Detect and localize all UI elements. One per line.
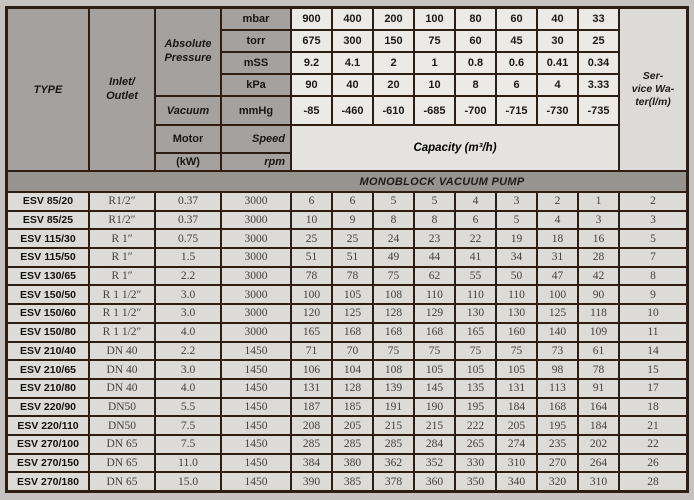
capacity-value: 265 — [456, 436, 495, 453]
capacity-value: 378 — [374, 473, 413, 490]
pump-type: ESV 270/180 — [8, 473, 88, 490]
capacity-value: 235 — [538, 436, 577, 453]
pressure-value: 300 — [333, 31, 372, 51]
inlet-outlet-value: DN 40 — [90, 361, 154, 378]
pressure-value: 200 — [374, 9, 413, 29]
pump-spec-table — [5, 6, 689, 493]
capacity-value: 145 — [415, 380, 454, 397]
capacity-value: 320 — [538, 473, 577, 490]
pump-type: ESV 115/30 — [8, 230, 88, 247]
capacity-value: 350 — [456, 473, 495, 490]
capacity-value: 100 — [292, 286, 331, 303]
capacity-value: 1 — [579, 193, 618, 210]
motor-kw-value: 7.5 — [156, 436, 220, 453]
vacuum-value: -610 — [374, 97, 413, 124]
capacity-value: 380 — [333, 455, 372, 472]
capacity-value: 6 — [333, 193, 372, 210]
speed-rpm-value: 1450 — [222, 417, 290, 434]
capacity-value: 104 — [333, 361, 372, 378]
capacity-value: 362 — [374, 455, 413, 472]
pressure-value: 40 — [333, 75, 372, 95]
capacity-value: 274 — [497, 436, 536, 453]
inlet-outlet-value: R 1″ — [90, 230, 154, 247]
inlet-outlet-value: R 1 1/2″ — [90, 286, 154, 303]
speed-rpm-value: 3000 — [222, 324, 290, 341]
pressure-value: 60 — [497, 9, 536, 29]
service-water-value: 11 — [620, 324, 686, 341]
speed-header: Speed — [222, 126, 290, 152]
capacity-value: 270 — [538, 455, 577, 472]
capacity-value: 55 — [456, 268, 495, 285]
pump-type: ESV 270/100 — [8, 436, 88, 453]
capacity-value: 6 — [292, 193, 331, 210]
inlet-outlet-value: DN 40 — [90, 380, 154, 397]
pressure-value: 100 — [415, 9, 454, 29]
capacity-value: 385 — [333, 473, 372, 490]
pressure-value: 90 — [292, 75, 331, 95]
pump-type: ESV 220/90 — [8, 399, 88, 416]
capacity-value: 98 — [538, 361, 577, 378]
capacity-value: 78 — [333, 268, 372, 285]
pressure-value: 6 — [497, 75, 536, 95]
pressure-value: 4 — [538, 75, 577, 95]
service-water-value: 21 — [620, 417, 686, 434]
pressure-value: 2 — [374, 53, 413, 73]
pump-type: ESV 270/150 — [8, 455, 88, 472]
pump-spec-sheet — [5, 6, 689, 493]
service-water-value: 2 — [620, 193, 686, 210]
capacity-value: 19 — [497, 230, 536, 247]
pump-type: ESV 85/25 — [8, 212, 88, 229]
capacity-value: 184 — [497, 399, 536, 416]
inlet-outlet-value: DN 65 — [90, 455, 154, 472]
capacity-value: 191 — [374, 399, 413, 416]
vacuum-value: -85 — [292, 97, 331, 124]
pressure-value: 0.41 — [538, 53, 577, 73]
capacity-value: 6 — [456, 212, 495, 229]
pressure-unit-torr: torr — [222, 31, 290, 51]
capacity-value: 125 — [538, 305, 577, 322]
capacity-value: 110 — [456, 286, 495, 303]
speed-rpm-value: 1450 — [222, 361, 290, 378]
capacity-value: 44 — [415, 249, 454, 266]
capacity-value: 202 — [579, 436, 618, 453]
vacuum-value: -700 — [456, 97, 495, 124]
capacity-value: 384 — [292, 455, 331, 472]
capacity-value: 16 — [579, 230, 618, 247]
capacity-value: 390 — [292, 473, 331, 490]
capacity-value: 113 — [538, 380, 577, 397]
service-water-value: 15 — [620, 361, 686, 378]
capacity-value: 128 — [333, 380, 372, 397]
inlet-outlet-value: DN 40 — [90, 343, 154, 360]
capacity-value: 9 — [333, 212, 372, 229]
capacity-value: 168 — [374, 324, 413, 341]
capacity-value: 187 — [292, 399, 331, 416]
capacity-value: 5 — [374, 193, 413, 210]
pressure-value: 30 — [538, 31, 577, 51]
capacity-value: 139 — [374, 380, 413, 397]
pressure-value: 1 — [415, 53, 454, 73]
capacity-value: 131 — [292, 380, 331, 397]
capacity-value: 71 — [292, 343, 331, 360]
capacity-value: 62 — [415, 268, 454, 285]
absolute-pressure-line2: Pressure — [164, 52, 212, 64]
capacity-header: Capacity (m³/h) — [292, 126, 618, 170]
capacity-value: 208 — [292, 417, 331, 434]
capacity-value: 90 — [579, 286, 618, 303]
capacity-value: 108 — [374, 286, 413, 303]
pump-type: ESV 220/110 — [8, 417, 88, 434]
absolute-pressure-header — [156, 9, 220, 95]
capacity-value: 41 — [456, 249, 495, 266]
capacity-value: 28 — [579, 249, 618, 266]
pressure-value: 4.1 — [333, 53, 372, 73]
capacity-value: 31 — [538, 249, 577, 266]
service-water-value: 28 — [620, 473, 686, 490]
pump-type: ESV 85/20 — [8, 193, 88, 210]
service-water-value: 10 — [620, 305, 686, 322]
capacity-value: 215 — [415, 417, 454, 434]
capacity-value: 222 — [456, 417, 495, 434]
service-water-line1: Ser- — [642, 69, 664, 82]
inlet-outlet-value: R 1 1/2″ — [90, 324, 154, 341]
capacity-value: 131 — [497, 380, 536, 397]
service-water-value: 18 — [620, 399, 686, 416]
speed-rpm-value: 3000 — [222, 212, 290, 229]
capacity-value: 215 — [374, 417, 413, 434]
capacity-value: 50 — [497, 268, 536, 285]
capacity-value: 3 — [497, 193, 536, 210]
capacity-value: 310 — [579, 473, 618, 490]
pump-type: ESV 210/80 — [8, 380, 88, 397]
motor-kw-value: 0.37 — [156, 212, 220, 229]
speed-rpm-value: 3000 — [222, 268, 290, 285]
pump-type: ESV 130/65 — [8, 268, 88, 285]
capacity-value: 135 — [456, 380, 495, 397]
pressure-value: 675 — [292, 31, 331, 51]
capacity-value: 108 — [374, 361, 413, 378]
motor-kw-value: 0.75 — [156, 230, 220, 247]
pressure-value: 9.2 — [292, 53, 331, 73]
capacity-value: 168 — [333, 324, 372, 341]
motor-unit-kw: (kW) — [156, 154, 220, 170]
speed-rpm-value: 1450 — [222, 436, 290, 453]
capacity-value: 185 — [333, 399, 372, 416]
pump-type: ESV 150/80 — [8, 324, 88, 341]
speed-rpm-value: 3000 — [222, 286, 290, 303]
inlet-outlet-value: R1/2″ — [90, 212, 154, 229]
service-water-value: 3 — [620, 212, 686, 229]
capacity-value: 105 — [333, 286, 372, 303]
capacity-value: 110 — [415, 286, 454, 303]
capacity-value: 75 — [374, 343, 413, 360]
speed-unit-rpm: rpm — [222, 154, 290, 170]
pressure-value: 400 — [333, 9, 372, 29]
pressure-value: 80 — [456, 9, 495, 29]
capacity-value: 18 — [538, 230, 577, 247]
motor-kw-value: 2.2 — [156, 343, 220, 360]
capacity-value: 120 — [292, 305, 331, 322]
capacity-value: 49 — [374, 249, 413, 266]
capacity-value: 360 — [415, 473, 454, 490]
capacity-value: 205 — [497, 417, 536, 434]
capacity-value: 78 — [292, 268, 331, 285]
pressure-unit-mSS: mSS — [222, 53, 290, 73]
pressure-value: 0.6 — [497, 53, 536, 73]
capacity-value: 3 — [579, 212, 618, 229]
pressure-value: 45 — [497, 31, 536, 51]
service-water-value: 7 — [620, 249, 686, 266]
capacity-value: 42 — [579, 268, 618, 285]
monoblock-vacuum-pump-banner: MONOBLOCK VACUUM PUMP — [8, 172, 686, 191]
type-column-header: TYPE — [8, 9, 88, 170]
inlet-outlet-line1: Inlet/ — [109, 75, 135, 88]
motor-kw-value: 2.2 — [156, 268, 220, 285]
motor-kw-value: 7.5 — [156, 417, 220, 434]
motor-kw-value: 3.0 — [156, 361, 220, 378]
speed-rpm-value: 1450 — [222, 473, 290, 490]
capacity-value: 125 — [333, 305, 372, 322]
capacity-value: 75 — [374, 268, 413, 285]
inlet-outlet-value: DN50 — [90, 417, 154, 434]
motor-kw-value: 11.0 — [156, 455, 220, 472]
absolute-pressure-line1: Absolute — [164, 38, 212, 51]
inlet-outlet-column-header — [90, 9, 154, 170]
service-water-value: 22 — [620, 436, 686, 453]
capacity-value: 168 — [415, 324, 454, 341]
capacity-value: 184 — [579, 417, 618, 434]
capacity-value: 330 — [456, 455, 495, 472]
vacuum-unit-mmhg: mmHg — [222, 97, 290, 124]
capacity-value: 5 — [415, 193, 454, 210]
capacity-value: 10 — [292, 212, 331, 229]
inlet-outlet-value: R 1″ — [90, 249, 154, 266]
pump-type: ESV 210/65 — [8, 361, 88, 378]
capacity-value: 4 — [538, 212, 577, 229]
capacity-value: 195 — [538, 417, 577, 434]
capacity-value: 128 — [374, 305, 413, 322]
capacity-value: 352 — [415, 455, 454, 472]
capacity-value: 8 — [415, 212, 454, 229]
capacity-value: 73 — [538, 343, 577, 360]
service-water-header — [620, 9, 686, 170]
capacity-value: 91 — [579, 380, 618, 397]
motor-kw-value: 3.0 — [156, 286, 220, 303]
pressure-value: 10 — [415, 75, 454, 95]
inlet-outlet-value: R1/2″ — [90, 193, 154, 210]
capacity-value: 310 — [497, 455, 536, 472]
capacity-value: 105 — [456, 361, 495, 378]
capacity-value: 129 — [415, 305, 454, 322]
capacity-value: 51 — [333, 249, 372, 266]
motor-kw-value: 15.0 — [156, 473, 220, 490]
vacuum-value: -715 — [497, 97, 536, 124]
motor-kw-value: 5.5 — [156, 399, 220, 416]
capacity-value: 164 — [579, 399, 618, 416]
capacity-value: 105 — [415, 361, 454, 378]
capacity-value: 70 — [333, 343, 372, 360]
pressure-unit-kPa: kPa — [222, 75, 290, 95]
pressure-value: 20 — [374, 75, 413, 95]
service-water-value: 9 — [620, 286, 686, 303]
capacity-value: 190 — [415, 399, 454, 416]
capacity-value: 109 — [579, 324, 618, 341]
capacity-value: 264 — [579, 455, 618, 472]
inlet-outlet-line2: Outlet — [106, 89, 138, 102]
inlet-outlet-value: DN 65 — [90, 436, 154, 453]
capacity-value: 285 — [292, 436, 331, 453]
pressure-value: 60 — [456, 31, 495, 51]
vacuum-value: -735 — [579, 97, 618, 124]
pump-type: ESV 210/40 — [8, 343, 88, 360]
capacity-value: 168 — [538, 399, 577, 416]
pressure-value: 900 — [292, 9, 331, 29]
capacity-value: 165 — [292, 324, 331, 341]
capacity-value: 130 — [456, 305, 495, 322]
speed-rpm-value: 1450 — [222, 455, 290, 472]
inlet-outlet-value: R 1″ — [90, 268, 154, 285]
pressure-value: 0.34 — [579, 53, 618, 73]
capacity-value: 130 — [497, 305, 536, 322]
capacity-value: 140 — [538, 324, 577, 341]
pressure-value: 33 — [579, 9, 618, 29]
capacity-value: 105 — [497, 361, 536, 378]
pressure-value: 8 — [456, 75, 495, 95]
service-water-line2: vice Wa- — [631, 82, 675, 95]
pressure-value: 0.8 — [456, 53, 495, 73]
pump-type: ESV 150/50 — [8, 286, 88, 303]
capacity-value: 165 — [456, 324, 495, 341]
motor-kw-value: 3.0 — [156, 305, 220, 322]
capacity-value: 340 — [497, 473, 536, 490]
capacity-value: 205 — [333, 417, 372, 434]
service-water-value: 14 — [620, 343, 686, 360]
capacity-value: 25 — [333, 230, 372, 247]
capacity-value: 78 — [579, 361, 618, 378]
pressure-value: 150 — [374, 31, 413, 51]
speed-rpm-value: 1450 — [222, 399, 290, 416]
capacity-value: 284 — [415, 436, 454, 453]
motor-kw-value: 0.37 — [156, 193, 220, 210]
service-water-value: 5 — [620, 230, 686, 247]
capacity-value: 106 — [292, 361, 331, 378]
inlet-outlet-value: DN50 — [90, 399, 154, 416]
capacity-value: 118 — [579, 305, 618, 322]
capacity-value: 160 — [497, 324, 536, 341]
service-water-line3: ter(l/m) — [635, 96, 671, 109]
motor-kw-value: 4.0 — [156, 324, 220, 341]
capacity-value: 285 — [333, 436, 372, 453]
vacuum-header: Vacuum — [156, 97, 220, 124]
capacity-value: 285 — [374, 436, 413, 453]
capacity-value: 47 — [538, 268, 577, 285]
pressure-value: 75 — [415, 31, 454, 51]
capacity-value: 51 — [292, 249, 331, 266]
speed-rpm-value: 1450 — [222, 380, 290, 397]
capacity-value: 22 — [456, 230, 495, 247]
motor-kw-value: 4.0 — [156, 380, 220, 397]
speed-rpm-value: 3000 — [222, 230, 290, 247]
service-water-value: 26 — [620, 455, 686, 472]
pressure-value: 3.33 — [579, 75, 618, 95]
vacuum-value: -460 — [333, 97, 372, 124]
speed-rpm-value: 3000 — [222, 249, 290, 266]
capacity-value: 75 — [415, 343, 454, 360]
capacity-value: 2 — [538, 193, 577, 210]
speed-rpm-value: 3000 — [222, 193, 290, 210]
inlet-outlet-value: R 1 1/2″ — [90, 305, 154, 322]
vacuum-value: -685 — [415, 97, 454, 124]
motor-header: Motor — [156, 126, 220, 152]
capacity-value: 23 — [415, 230, 454, 247]
capacity-value: 24 — [374, 230, 413, 247]
capacity-value: 75 — [456, 343, 495, 360]
capacity-value: 4 — [456, 193, 495, 210]
capacity-value: 100 — [538, 286, 577, 303]
capacity-value: 8 — [374, 212, 413, 229]
service-water-value: 17 — [620, 380, 686, 397]
service-water-value: 8 — [620, 268, 686, 285]
capacity-value: 75 — [497, 343, 536, 360]
vacuum-value: -730 — [538, 97, 577, 124]
speed-rpm-value: 3000 — [222, 305, 290, 322]
capacity-value: 25 — [292, 230, 331, 247]
pump-type: ESV 150/60 — [8, 305, 88, 322]
pump-type: ESV 115/50 — [8, 249, 88, 266]
pressure-value: 25 — [579, 31, 618, 51]
motor-kw-value: 1.5 — [156, 249, 220, 266]
speed-rpm-value: 1450 — [222, 343, 290, 360]
capacity-value: 61 — [579, 343, 618, 360]
pressure-unit-mbar: mbar — [222, 9, 290, 29]
capacity-value: 110 — [497, 286, 536, 303]
capacity-value: 5 — [497, 212, 536, 229]
inlet-outlet-value: DN 65 — [90, 473, 154, 490]
pressure-value: 40 — [538, 9, 577, 29]
capacity-value: 34 — [497, 249, 536, 266]
capacity-value: 195 — [456, 399, 495, 416]
